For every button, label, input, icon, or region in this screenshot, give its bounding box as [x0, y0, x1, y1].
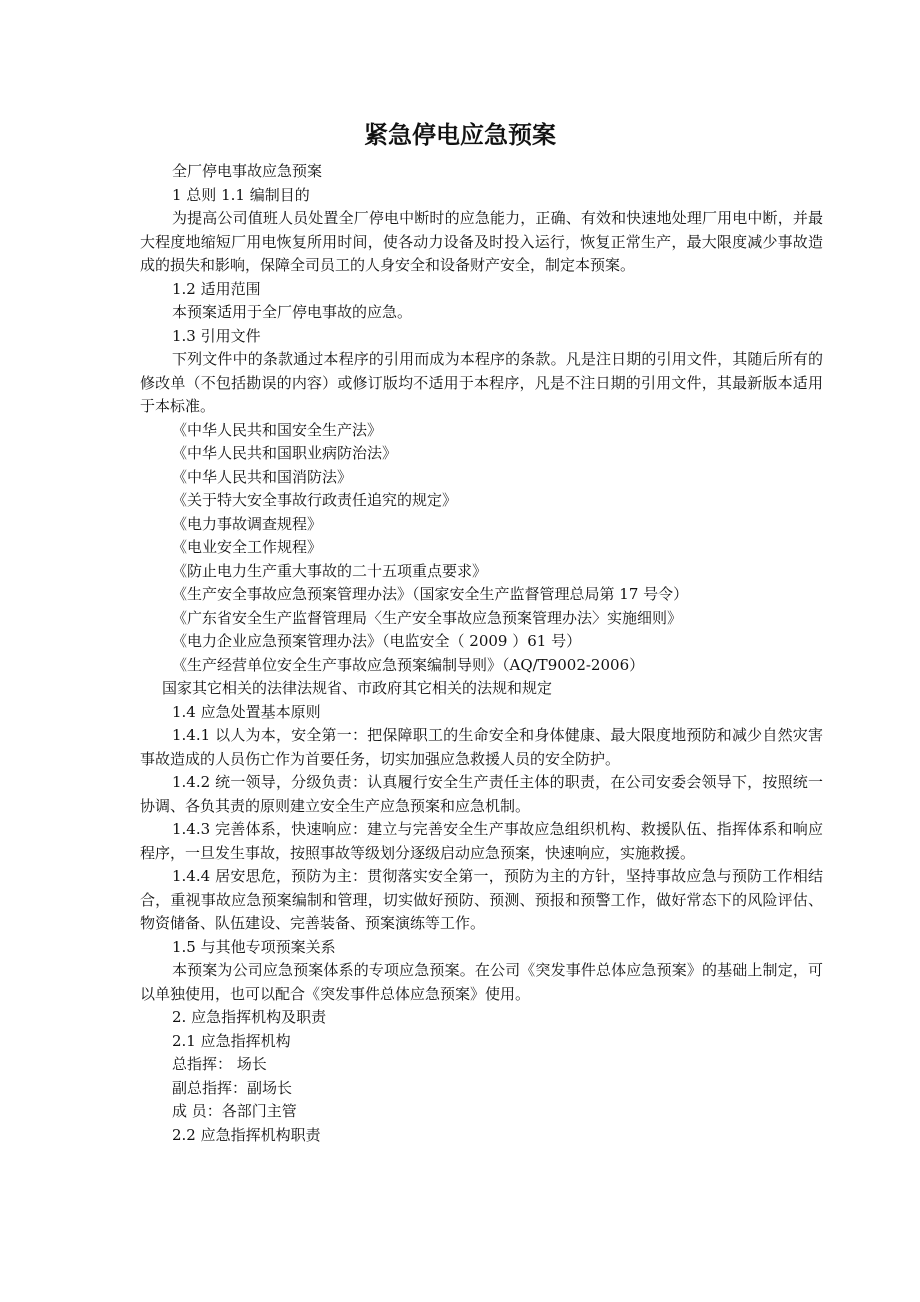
paragraph: 本预案为公司应急预案体系的专项应急预案。在公司《突发事件总体应急预案》的基础上制定，可以单独使用，也可以配合《突发事件总体应急预案》使用。 — [140, 961, 823, 1003]
section-heading: 2. 应急指挥机构及职责 — [172, 1008, 327, 1026]
section-heading: 2.2 应急指挥机构职责 — [172, 1125, 321, 1144]
paragraph: 1.4.4 居安思危，预防为主：贯彻落实安全第一，预防为主的方针，坚持事故应急与预防工作相结合，重视事故应急预案编制和管理，切实做好预防、预测、预报和预警工作，做好常态下的风险评估、物资储备、队伍建设、完善装备、预案演练等工作。 — [140, 867, 823, 932]
paragraph: 1.4.1 以人为本，安全第一：把保障职工的生命安全和身体健康、最大限度地预防和减少自然灾害事故造成的人员伤亡作为首要任务，切实加强应急救援人员的安全防护。 — [140, 726, 823, 768]
reference-item: 《防止电力生产重大事故的二十五项重点要求》 — [172, 561, 488, 580]
reference-item: 《中华人民共和国职业病防治法》 — [172, 444, 398, 462]
paragraph: 1.4.2 统一领导，分级负责：认真履行安全生产责任主体的职责，在公司安委会领导下，按照统一协调、各负其责的原则建立安全生产应急预案和应急机制。 — [140, 773, 823, 815]
section-heading: 1.3 引用文件 — [172, 326, 261, 345]
reference-item: 《电力事故调查规程》 — [172, 514, 323, 533]
paragraph: 总指挥： 场长 — [172, 1055, 267, 1073]
reference-item: 《电力企业应急预案管理办法》（电监安全（ 2009 ）61 号） — [172, 632, 582, 650]
reference-item: 《中华人民共和国安全生产法》 — [172, 420, 383, 439]
reference-item: 《中华人民共和国消防法》 — [172, 467, 353, 486]
paragraph: 下列文件中的条款通过本程序的引用而成为本程序的条款。凡是注日期的引用文件，其随后所有的修改单（不包括勘误的内容）或修订版均不适用于本程序，凡是不注日期的引用文件，其最新版本适用于本标准。 — [140, 350, 823, 415]
paragraph: 国家其它相关的法律法规省、市政府其它相关的法规和规定 — [162, 679, 553, 697]
reference-item: 《电业安全工作规程》 — [172, 538, 323, 556]
reference-item: 《广东省安全生产监督管理局〈生产安全事故应急预案管理办法〉实施细则》 — [172, 608, 683, 627]
section-heading: 2.1 应急指挥机构 — [172, 1031, 291, 1050]
reference-item: 《生产安全事故应急预案管理办法》（国家安全生产监督管理总局第 17 号令） — [172, 585, 689, 603]
paragraph: 全厂停电事故应急预案 — [172, 162, 323, 180]
document-title: 紧急停电应急预案 — [364, 121, 556, 149]
paragraph: 成 员：各部门主管 — [172, 1102, 297, 1120]
reference-item: 《关于特大安全事故行政责任追究的规定》 — [172, 491, 458, 509]
section-heading: 1.2 适用范围 — [172, 279, 261, 298]
reference-item: 《生产经营单位安全生产事故应急预案编制导则》（AQ/T9002-2006） — [172, 655, 645, 674]
paragraph: 为提高公司值班人员处置全厂停电中断时的应急能力，正确、有效和快速地处理厂用电中断，并最大程度地缩短厂用电恢复所用时间，使各动力设备及时投入运行，恢复正常生产，最大限度减少事故造成的损失和影响，保障全司员工的人身安全和设备财产安全，制定本预案。 — [140, 209, 823, 274]
paragraph: 1.4.3 完善体系，快速响应：建立与完善安全生产事故应急组织机构、救援队伍、指挥体系和响应程序，一旦发生事故，按照事故等级划分逐级启动应急预案，快速响应，实施救援。 — [140, 820, 823, 862]
section-heading: 1.5 与其他专项预案关系 — [172, 937, 336, 956]
paragraph: 副总指挥：副场长 — [172, 1078, 293, 1097]
section-heading: 1.4 应急处置基本原则 — [172, 702, 321, 721]
paragraph: 本预案适用于全厂停电事故的应急。 — [172, 303, 413, 321]
section-heading: 1 总则 1.1 编制目的 — [172, 185, 310, 204]
document-body — [140, 160, 823, 1147]
